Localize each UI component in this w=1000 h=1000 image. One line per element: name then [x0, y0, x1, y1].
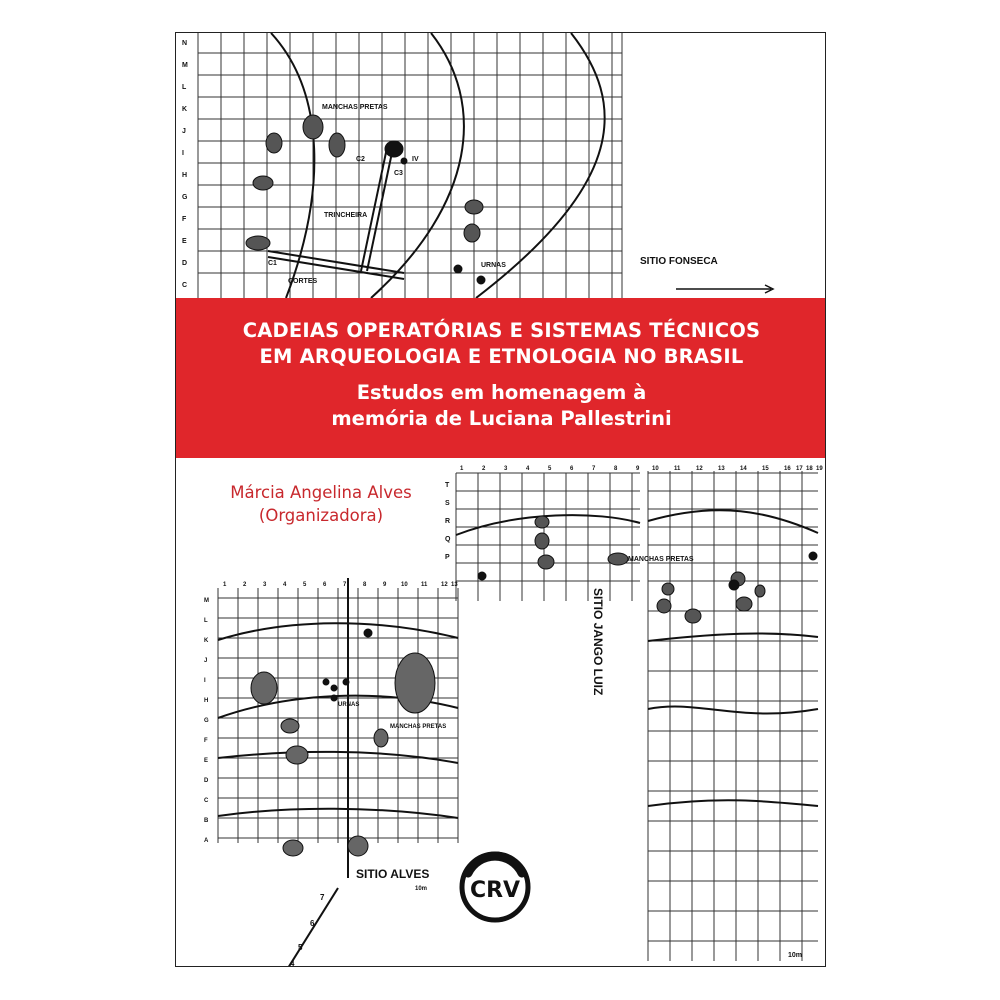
book-subtitle	[176, 380, 826, 432]
svg-text:C: C	[182, 282, 188, 289]
svg-text:11: 11	[421, 582, 428, 588]
svg-text:4: 4	[283, 582, 287, 588]
svg-text:I: I	[204, 678, 206, 684]
svg-text:T: T	[445, 482, 450, 489]
svg-text:K: K	[204, 638, 209, 644]
book-title-line-2: EM ARQUEOLOGIA E ETNOLOGIA NO BRASIL	[259, 345, 744, 368]
svg-text:2: 2	[243, 582, 247, 588]
svg-text:12: 12	[696, 466, 703, 472]
svg-text:6: 6	[570, 466, 574, 472]
svg-text:S: S	[445, 500, 450, 507]
svg-text:C: C	[204, 798, 209, 804]
svg-text:N: N	[182, 40, 188, 47]
svg-text:5: 5	[298, 943, 303, 952]
svg-text:15: 15	[762, 466, 769, 472]
author-role: (Organizadora)	[258, 506, 384, 525]
svg-text:17: 17	[796, 466, 803, 472]
svg-text:8: 8	[614, 466, 618, 472]
svg-text:J: J	[182, 128, 186, 135]
svg-text:K: K	[182, 106, 188, 113]
site-map-fonseca	[176, 33, 826, 298]
svg-text:19: 19	[816, 466, 823, 472]
publisher-logo-text: CRV	[469, 878, 521, 903]
book-cover	[175, 32, 826, 967]
svg-text:10: 10	[652, 466, 659, 472]
svg-text:G: G	[204, 718, 209, 724]
svg-text:1: 1	[460, 466, 464, 472]
svg-text:J: J	[204, 658, 208, 664]
svg-text:P: P	[445, 554, 450, 561]
svg-text:MANCHAS PRETAS: MANCHAS PRETAS	[390, 724, 447, 730]
svg-text:11: 11	[674, 466, 681, 472]
svg-text:10m: 10m	[788, 952, 803, 959]
svg-text:6: 6	[323, 582, 327, 588]
book-subtitle-line-2: memória de Luciana Pallestrini	[331, 407, 672, 430]
svg-text:3: 3	[263, 582, 267, 588]
svg-text:7: 7	[320, 893, 325, 902]
svg-text:SITIO FONSECA: SITIO FONSECA	[640, 256, 718, 267]
svg-text:4: 4	[290, 959, 295, 967]
book-title	[176, 298, 826, 370]
author-block	[196, 481, 446, 527]
svg-text:10: 10	[401, 582, 408, 588]
publisher-logo	[459, 851, 531, 923]
site-map-alves	[198, 578, 478, 967]
svg-text:C1: C1	[268, 260, 277, 267]
svg-text:8: 8	[363, 582, 367, 588]
svg-text:14: 14	[740, 466, 747, 472]
svg-text:5: 5	[303, 582, 307, 588]
svg-text:F: F	[182, 216, 187, 223]
svg-text:1: 1	[223, 582, 227, 588]
svg-text:7: 7	[592, 466, 596, 472]
svg-text:6: 6	[310, 919, 315, 928]
svg-text:D: D	[204, 778, 209, 784]
svg-text:E: E	[182, 238, 187, 245]
svg-text:URNAS: URNAS	[338, 702, 360, 708]
svg-text:IV: IV	[412, 156, 419, 163]
svg-text:H: H	[204, 698, 209, 704]
svg-text:G: G	[182, 194, 188, 201]
svg-text:CORTES: CORTES	[288, 278, 318, 285]
title-band	[176, 298, 826, 458]
svg-text:B: B	[204, 818, 209, 824]
book-subtitle-line-1: Estudos em homenagem à	[356, 381, 647, 404]
svg-text:E: E	[204, 758, 209, 764]
author-name: Márcia Angelina Alves	[230, 483, 412, 502]
svg-text:A: A	[204, 838, 209, 844]
svg-text:L: L	[204, 618, 208, 624]
svg-text:12: 12	[441, 582, 448, 588]
svg-text:MANCHAS PRETAS: MANCHAS PRETAS	[322, 104, 388, 111]
svg-text:9: 9	[636, 466, 640, 472]
svg-text:C3: C3	[394, 170, 403, 177]
svg-text:10m: 10m	[415, 886, 428, 892]
svg-text:D: D	[182, 260, 188, 267]
svg-text:TRINCHEIRA: TRINCHEIRA	[324, 212, 368, 219]
svg-text:R: R	[445, 518, 451, 525]
svg-text:H: H	[182, 172, 188, 179]
svg-text:13: 13	[718, 466, 725, 472]
svg-text:Q: Q	[445, 536, 451, 543]
svg-text:18: 18	[806, 466, 813, 472]
svg-text:M: M	[182, 62, 188, 69]
svg-text:M: M	[204, 598, 209, 604]
svg-text:2: 2	[482, 466, 486, 472]
site-label-jango-luiz: SITIO JANGO LUIZ	[591, 588, 605, 696]
svg-text:9: 9	[383, 582, 387, 588]
svg-text:L: L	[182, 84, 187, 91]
svg-text:3: 3	[504, 466, 508, 472]
svg-text:13: 13	[451, 582, 458, 588]
site-label-alves: SITIO ALVES	[356, 867, 430, 881]
svg-text:F: F	[204, 738, 208, 744]
book-title-line-1: CADEIAS OPERATÓRIAS E SISTEMAS TÉCNICOS	[242, 319, 761, 342]
svg-text:C2: C2	[356, 156, 365, 163]
svg-text:5: 5	[548, 466, 552, 472]
svg-text:7: 7	[343, 582, 347, 588]
svg-text:URNAS: URNAS	[481, 262, 506, 269]
svg-text:16: 16	[784, 466, 791, 472]
svg-text:4: 4	[526, 466, 530, 472]
svg-text:MANCHAS PRETAS: MANCHAS PRETAS	[628, 556, 694, 563]
svg-text:I: I	[182, 150, 184, 157]
